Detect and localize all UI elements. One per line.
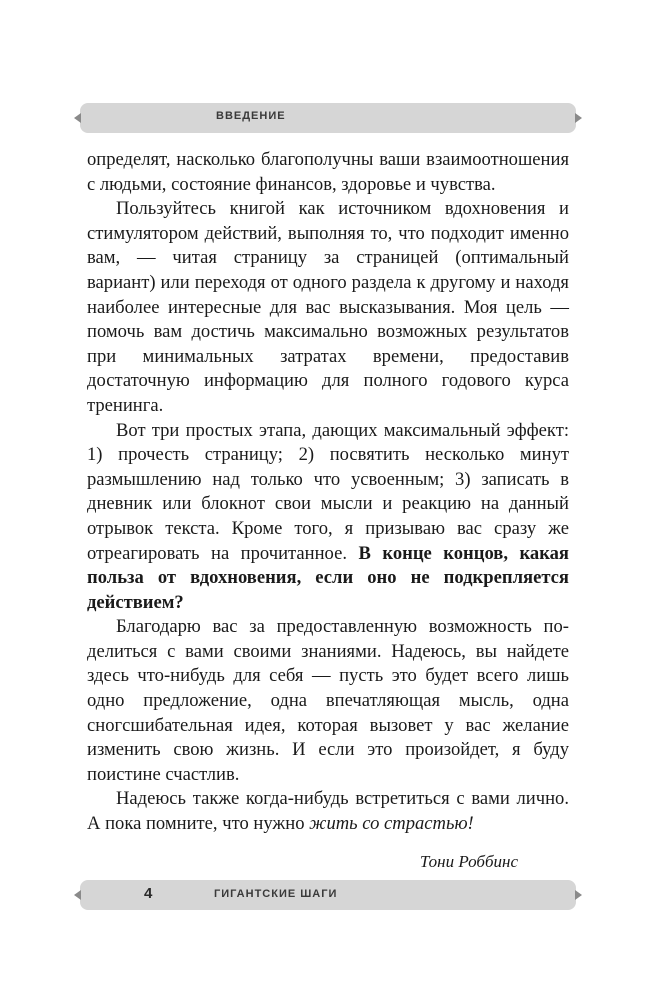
paragraph-3-bold-text: В конце концов, какая польза от вдохновения, если оно не подкрепляется действием? [87,542,569,613]
paragraph-5-italic-text: жить со страстью! [309,813,474,835]
paragraph-2: Пользуйтесь книгой как источником вдохновения и стимулятором действий, выполняя то, что подходит именно вам, — читая страницу за страницей (оптимальный вариант) или переходя от одного раздела к другому и находя наиболее интересные для вас высказывания. Моя цель — помочь вам достичь максимально возможных результатов при минимальных затратах времени, предоставив достаточную информацию для полного годового курса тренинга. [87,198,569,416]
header-right-arrow-icon [575,113,582,123]
header-left-arrow-icon [74,113,81,123]
footer-right-arrow-icon [575,890,582,900]
paragraph-3 [87,419,569,616]
page-body-text [87,148,569,874]
running-footer-title: ГИГАНТСКИЕ ШАГИ [214,888,338,900]
running-footer-band [80,880,576,910]
paragraph-3-text: Вот три простых этапа, дающих максимальный эффект: 1) прочесть страницу; 2) посвятить несколько минут размышлению над только что усвоенным; 3) записать в дневник или блокнот свои мысли и реакцию на данный отрывок текста. Кроме того, я призываю вас сразу же отреагировать на прочитанное. [87,419,569,564]
running-header-title: ВВЕДЕНИЕ [216,110,286,122]
running-header-band [80,103,576,133]
paragraph-4: Благодарю вас за предоставленную возможность поделиться с вами своими знаниями. Надеюсь, вы найдете здесь что-нибудь для себя — пусть это будет всего лишь одно предложение, одна впечатляющая мысль, одна сногсшибательная идея, которая вызовет у вас желание изменить свою жизнь. И если это произойдет, я буду поистине счастлив. [87,616,569,785]
footer-left-arrow-icon [74,890,81,900]
paragraph-5 [87,787,569,836]
paragraph-5-text: Надеюсь также когда-нибудь встретиться с вами лично. А пока помните, что нужно [87,788,569,835]
page-number: 4 [144,885,153,902]
author-signature: Тони Роббинс [419,851,518,871]
paragraph-1: определят, насколько благополучны ваши взаимоотношения с людьми, состояние финансов, здоровье и чувства. [87,149,569,195]
